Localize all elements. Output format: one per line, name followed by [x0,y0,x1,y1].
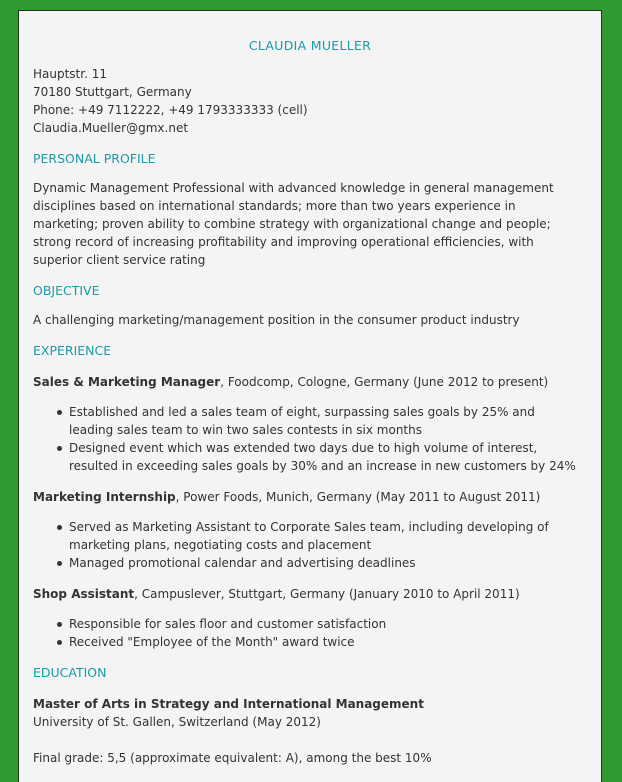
job-entry [19,373,601,475]
job-entry [19,585,601,651]
objective-text: A challenging marketing/management position in the consumer product industry [33,313,520,327]
job-title-line [19,373,601,391]
job-role: Marketing Internship [33,490,176,504]
contact-block [33,65,601,137]
contact-email: Claudia.Mueller@gmx.net [33,121,189,135]
job-title-line [19,488,601,506]
resume-document [18,10,602,782]
job-details: , Power Foods, Munich, Germany (May 2011 to August 2011) [175,490,541,504]
education-degree: Master of Arts in Strategy and International Management [33,697,424,711]
job-details: , Foodcomp, Cologne, Germany (June 2012 to present) [220,375,549,389]
job-bullet: Served as Marketing Assistant to Corporate Sales team, including developing of marketing plans, negotiating costs and placement [55,518,581,554]
contact-city: 70180 Stuttgart, Germany [33,85,192,99]
job-bullets [19,518,601,572]
profile-text: Dynamic Management Professional with advanced knowledge in general management disciplines based on international standards; more than two years experience in marketing; proven ability to combine strategy with organizational change and people; strong record of increasing profitability and improving operational efficiencies, with superior client service rating [33,181,554,267]
job-details: , Campuslever, Stuttgart, Germany (January 2010 to April 2011) [134,587,520,601]
job-bullets [19,403,601,475]
job-bullet: Received "Employee of the Month" award twice [55,633,581,651]
contact-phone: Phone: +49 7112222, +49 1793333333 (cell) [33,103,308,117]
profile-heading: PERSONAL PROFILE [33,151,156,166]
job-role: Sales & Marketing Manager [33,375,221,389]
job-bullet: Managed promotional calendar and advertising deadlines [55,554,581,572]
job-role: Shop Assistant [33,587,135,601]
education-university: University of St. Gallen, Switzerland (May 2012) [33,715,321,729]
education-heading: EDUCATION [33,665,107,680]
contact-street: Hauptstr. 11 [33,67,107,81]
job-bullet: Established and led a sales team of eight, surpassing sales goals by 25% and leading sales team to win two sales contests in six months [55,403,581,439]
job-bullets [19,615,601,651]
candidate-name: CLAUDIA MUELLER [248,38,372,53]
job-bullet: Responsible for sales floor and customer satisfaction [55,615,581,633]
job-bullet: Designed event which was extended two days due to high volume of interest, resulted in exceeding sales goals by 30% and an increase in new customers by 24% [55,439,581,475]
job-title-line [19,585,601,603]
experience-heading: EXPERIENCE [33,343,112,358]
objective-heading: OBJECTIVE [33,283,100,298]
job-entry [19,488,601,572]
education-grade: Final grade: 5,5 (approximate equivalent: A), among the best 10% [33,751,432,765]
